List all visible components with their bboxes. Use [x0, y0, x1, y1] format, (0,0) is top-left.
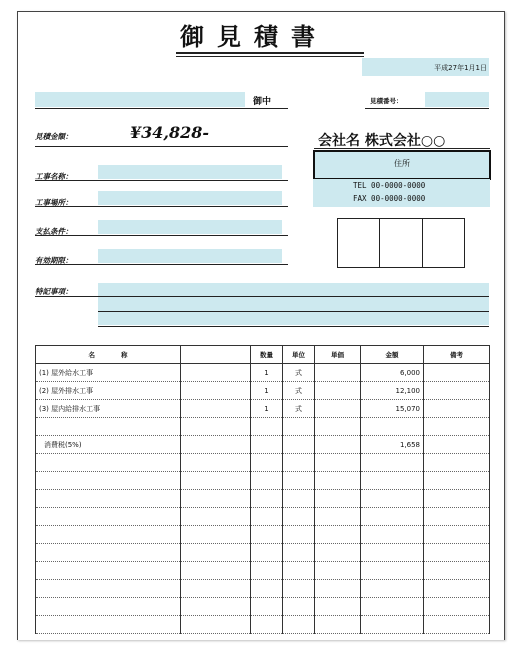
cell-notes[interactable] [424, 562, 490, 580]
cell-notes[interactable] [424, 472, 490, 490]
project-site-label: 工事場所： [35, 198, 73, 207]
cell-unit-price[interactable] [315, 436, 361, 454]
cell-qty[interactable] [251, 562, 283, 580]
payment-terms-field[interactable] [98, 220, 282, 234]
cell-notes[interactable] [424, 526, 490, 544]
title-underline [176, 52, 364, 54]
cell-unit[interactable] [283, 490, 315, 508]
cell-name[interactable]: 消費税(5%) [36, 436, 181, 454]
cell-name[interactable] [36, 544, 181, 562]
cell-spec[interactable] [181, 616, 251, 634]
stamp-box[interactable] [423, 219, 464, 267]
cell-spec[interactable] [181, 472, 251, 490]
cell-unit-price[interactable] [315, 472, 361, 490]
cell-name[interactable] [36, 562, 181, 580]
cell-amount[interactable] [361, 508, 424, 526]
table-row [36, 436, 490, 454]
cell-qty[interactable] [251, 544, 283, 562]
stamp-box[interactable] [338, 219, 380, 267]
cell-amount[interactable]: 12,100 [361, 382, 424, 400]
title-underline-thin [176, 56, 364, 57]
cell-name[interactable] [36, 616, 181, 634]
remarks-field[interactable] [98, 283, 489, 325]
project-name-field[interactable] [98, 165, 282, 179]
cell-amount[interactable] [361, 526, 424, 544]
cell-spec[interactable] [181, 580, 251, 598]
cell-amount[interactable] [361, 490, 424, 508]
table-row [36, 544, 490, 562]
header-notes: 備考 [424, 346, 490, 364]
cell-unit[interactable] [283, 508, 315, 526]
customer-suffix: 御中 [253, 97, 272, 107]
project-site-underline [35, 206, 288, 207]
table-row [36, 526, 490, 544]
cell-unit[interactable] [283, 436, 315, 454]
table-header-row [36, 346, 490, 364]
cell-amount[interactable] [361, 472, 424, 490]
cell-name[interactable] [36, 490, 181, 508]
tel-number: TEL 00-0000-0000 [353, 181, 426, 190]
header-unit: 単位 [283, 346, 315, 364]
cell-qty[interactable] [251, 418, 283, 436]
address-label: 住所 [394, 159, 410, 168]
cell-spec[interactable] [181, 490, 251, 508]
cell-qty[interactable]: 1 [251, 382, 283, 400]
header-name: 名 称 [36, 346, 181, 364]
cell-qty[interactable]: 1 [251, 400, 283, 418]
amount-value: ¥34,828- [130, 123, 210, 142]
cell-qty[interactable] [251, 598, 283, 616]
cell-name[interactable]: (2) 屋外排水工事 [36, 382, 181, 400]
cell-unit[interactable] [283, 472, 315, 490]
table-row [36, 454, 490, 472]
cell-notes[interactable] [424, 418, 490, 436]
cell-unit[interactable] [283, 526, 315, 544]
cell-qty[interactable]: 1 [251, 364, 283, 382]
table-row [36, 472, 490, 490]
validity-label: 有効期限： [35, 256, 73, 265]
cell-unit-price[interactable] [315, 544, 361, 562]
customer-underline [35, 108, 288, 109]
cell-name[interactable] [36, 580, 181, 598]
cell-name[interactable] [36, 472, 181, 490]
remarks-line [98, 326, 489, 327]
company-underline [314, 148, 490, 149]
estimate-number-underline [365, 108, 489, 109]
estimate-number-field[interactable] [425, 92, 489, 107]
validity-field[interactable] [98, 249, 282, 263]
remarks-line [98, 311, 489, 312]
cell-amount[interactable]: 1,658 [361, 436, 424, 454]
cell-notes[interactable] [424, 436, 490, 454]
cell-spec[interactable] [181, 526, 251, 544]
cell-amount[interactable] [361, 544, 424, 562]
cell-notes[interactable] [424, 616, 490, 634]
cell-notes[interactable] [424, 598, 490, 616]
cell-notes[interactable] [424, 544, 490, 562]
cell-name[interactable] [36, 454, 181, 472]
cell-amount[interactable] [361, 562, 424, 580]
cell-qty[interactable] [251, 454, 283, 472]
validity-underline [35, 264, 288, 265]
cell-unit-price[interactable] [315, 616, 361, 634]
cell-name[interactable] [36, 418, 181, 436]
header-amount: 金額 [361, 346, 424, 364]
cell-amount[interactable]: 15,070 [361, 400, 424, 418]
cell-unit[interactable]: 式 [283, 364, 315, 382]
cell-notes[interactable] [424, 382, 490, 400]
cell-qty[interactable] [251, 436, 283, 454]
cell-unit[interactable]: 式 [283, 382, 315, 400]
cell-unit[interactable] [283, 544, 315, 562]
table-row [36, 364, 490, 382]
estimate-number-label: 見積番号： [370, 97, 403, 105]
cell-unit-price[interactable] [315, 382, 361, 400]
cell-spec[interactable] [181, 508, 251, 526]
table-row [36, 490, 490, 508]
cell-spec[interactable] [181, 382, 251, 400]
remarks-label-underline [35, 296, 98, 297]
remarks-label: 特記事項： [35, 287, 73, 296]
table-row [36, 382, 490, 400]
cell-unit[interactable] [283, 616, 315, 634]
cell-unit[interactable] [283, 418, 315, 436]
stamp-boxes [337, 218, 465, 268]
cell-amount[interactable] [361, 454, 424, 472]
table-row [36, 562, 490, 580]
items-table [35, 345, 490, 634]
table-row [36, 418, 490, 436]
payment-terms-label: 支払条件： [35, 227, 73, 236]
cell-amount[interactable] [361, 418, 424, 436]
cell-spec[interactable] [181, 436, 251, 454]
header-unit-price: 単価 [315, 346, 361, 364]
cell-name[interactable]: (3) 屋内給排水工事 [36, 400, 181, 418]
cell-amount[interactable]: 6,000 [361, 364, 424, 382]
amount-underline [35, 146, 288, 147]
cell-notes[interactable] [424, 364, 490, 382]
date-text: 平成27年1月1日 [434, 64, 487, 72]
fax-number: FAX 00-0000-0000 [353, 194, 426, 203]
cell-notes[interactable] [424, 508, 490, 526]
cell-unit-price[interactable] [315, 526, 361, 544]
cell-qty[interactable] [251, 508, 283, 526]
document-title: 御見積書 [180, 22, 328, 51]
table-row [36, 598, 490, 616]
cell-notes[interactable] [424, 400, 490, 418]
cell-unit[interactable] [283, 598, 315, 616]
cell-unit-price[interactable] [315, 418, 361, 436]
customer-name-field[interactable] [35, 92, 245, 107]
project-name-label: 工事名称： [35, 172, 73, 181]
project-name-underline [35, 180, 288, 181]
table-row [36, 508, 490, 526]
cell-spec[interactable] [181, 400, 251, 418]
cell-amount[interactable] [361, 580, 424, 598]
cell-unit-price[interactable] [315, 580, 361, 598]
project-site-field[interactable] [98, 191, 282, 205]
cell-notes[interactable] [424, 580, 490, 598]
company-name: 会社名 株式会社○○ [318, 133, 446, 149]
cell-unit-price[interactable] [315, 508, 361, 526]
cell-unit[interactable] [283, 562, 315, 580]
cell-unit[interactable] [283, 454, 315, 472]
cell-unit-price[interactable] [315, 562, 361, 580]
amount-label: 見積金額： [35, 132, 73, 141]
cell-spec[interactable] [181, 598, 251, 616]
cell-spec[interactable] [181, 454, 251, 472]
stamp-box[interactable] [380, 219, 422, 267]
table-row [36, 400, 490, 418]
payment-terms-underline [35, 235, 288, 236]
cell-unit-price[interactable] [315, 364, 361, 382]
cell-unit-price[interactable] [315, 400, 361, 418]
cell-amount[interactable] [361, 616, 424, 634]
cell-spec[interactable] [181, 562, 251, 580]
cell-qty[interactable] [251, 526, 283, 544]
cell-qty[interactable] [251, 616, 283, 634]
table-row [36, 616, 490, 634]
cell-spec[interactable] [181, 544, 251, 562]
cell-unit-price[interactable] [315, 454, 361, 472]
cell-qty[interactable] [251, 580, 283, 598]
cell-name[interactable]: (1) 屋外給水工事 [36, 364, 181, 382]
cell-unit-price[interactable] [315, 490, 361, 508]
header-spec [181, 346, 251, 364]
table-row [36, 580, 490, 598]
cell-name[interactable] [36, 526, 181, 544]
header-qty: 数量 [251, 346, 283, 364]
cell-spec[interactable] [181, 364, 251, 382]
remarks-line [98, 296, 489, 297]
cell-name[interactable] [36, 598, 181, 616]
cell-qty[interactable] [251, 472, 283, 490]
cell-unit-price[interactable] [315, 598, 361, 616]
cell-notes[interactable] [424, 490, 490, 508]
cell-name[interactable] [36, 508, 181, 526]
cell-unit[interactable]: 式 [283, 400, 315, 418]
cell-unit[interactable] [283, 580, 315, 598]
cell-amount[interactable] [361, 598, 424, 616]
cell-notes[interactable] [424, 454, 490, 472]
cell-qty[interactable] [251, 490, 283, 508]
cell-spec[interactable] [181, 418, 251, 436]
